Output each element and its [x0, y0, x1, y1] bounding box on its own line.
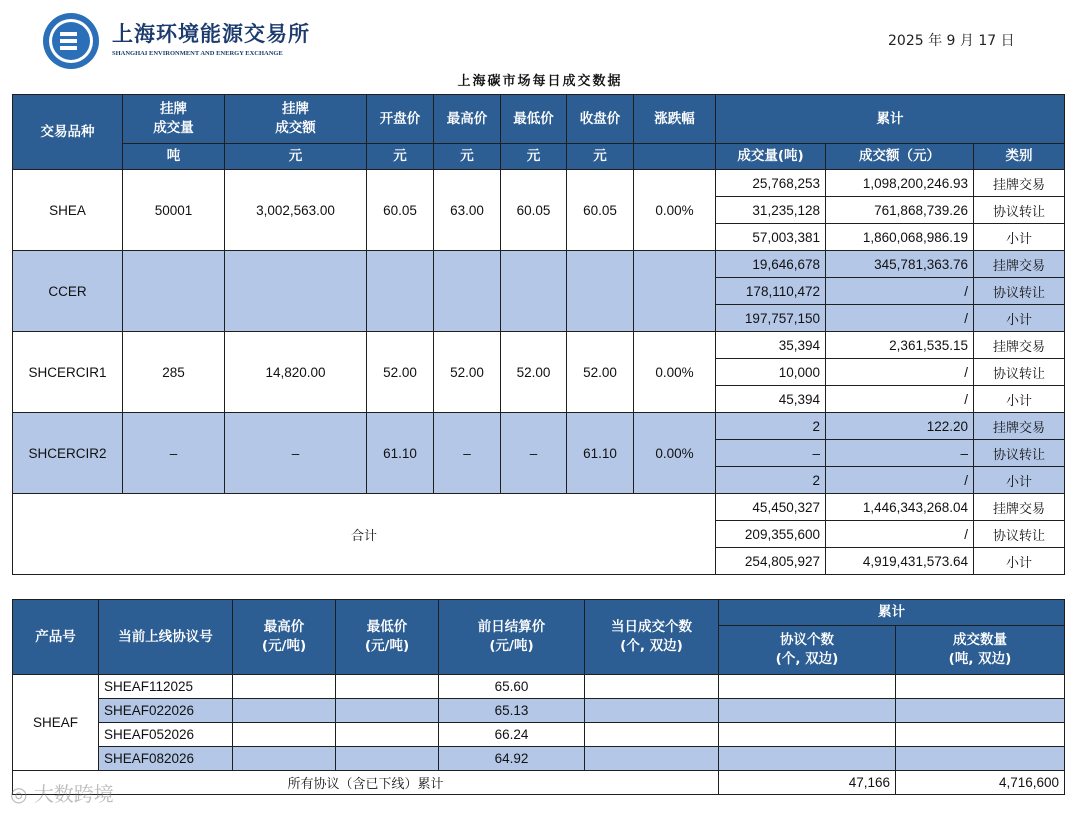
- cum-type-cell: 挂牌交易: [974, 494, 1065, 521]
- cum-volume-cell: 57,003,381: [716, 224, 826, 251]
- header-cum-type: 类别: [974, 144, 1065, 170]
- cum-amount-cell: –: [826, 440, 974, 467]
- cum-amount-cell: 1,446,343,268.04: [826, 494, 974, 521]
- cum-type-cell: 挂牌交易: [974, 413, 1065, 440]
- deals-cell: [585, 723, 719, 747]
- settle-cell: 65.60: [439, 675, 585, 699]
- cum-type-cell: 协议转让: [974, 440, 1065, 467]
- cum-amount-cell: 2,361,535.15: [826, 332, 974, 359]
- high-cell: [233, 699, 336, 723]
- header-cum-volume: 成交数量 (吨, 双边): [896, 626, 1065, 675]
- close-cell: 60.05: [567, 170, 634, 251]
- product-cell: SHEA: [13, 170, 123, 251]
- cum-volume-cell: 25,768,253: [716, 170, 826, 197]
- product-code-cell: SHEAF: [13, 675, 99, 771]
- cum-amount-cell: 1,860,068,986.19: [826, 224, 974, 251]
- listed-amount-cell: 14,820.00: [225, 332, 367, 413]
- low-cell: [336, 699, 439, 723]
- table-row: [13, 723, 1065, 747]
- page-title: 上海碳市场每日成交数据: [457, 74, 623, 89]
- table-row: [13, 747, 1065, 771]
- header-high: 最高价: [434, 95, 501, 144]
- header-high: 最高价 (元/吨): [233, 600, 336, 675]
- cum-contracts-cell: [719, 747, 896, 771]
- cum-volume-cell: [896, 723, 1065, 747]
- unit-open: 元: [367, 144, 434, 170]
- open-cell: 52.00: [367, 332, 434, 413]
- watermark-text: 大数跨境: [33, 782, 114, 806]
- cum-volume-cell: 197,757,150: [716, 305, 826, 332]
- open-cell: 61.10: [367, 413, 434, 494]
- cum-amount-cell: 122.20: [826, 413, 974, 440]
- high-cell: [233, 747, 336, 771]
- header-low: 最低价: [501, 95, 567, 144]
- open-cell: [367, 251, 434, 332]
- unit-high: 元: [434, 144, 501, 170]
- cum-type-cell: 小计: [974, 386, 1065, 413]
- table-row: [13, 251, 1065, 278]
- low-cell: 52.00: [501, 332, 567, 413]
- cum-volume-cell: 178,110,472: [716, 278, 826, 305]
- cum-amount-cell: /: [826, 359, 974, 386]
- header-low: 最低价 (元/吨): [336, 600, 439, 675]
- cum-volume-cell: 2: [716, 467, 826, 494]
- product-cell: SHCERCIR1: [13, 332, 123, 413]
- cum-volume-cell: –: [716, 440, 826, 467]
- change-cell: 0.00%: [634, 170, 716, 251]
- header-listed-volume: 挂牌 成交量: [123, 95, 225, 144]
- cum-volume-cell: 209,355,600: [716, 521, 826, 548]
- table-row: [13, 413, 1065, 440]
- header-listed-amount: 挂牌 成交额: [225, 95, 367, 144]
- org-name-cn: 上海环境能源交易所: [112, 21, 310, 46]
- header-settle: 前日结算价 (元/吨): [439, 600, 585, 675]
- cum-type-cell: 协议转让: [974, 197, 1065, 224]
- unit-volume: 吨: [123, 144, 225, 170]
- table-row: [13, 699, 1065, 723]
- header-open: 开盘价: [367, 95, 434, 144]
- high-cell: [233, 723, 336, 747]
- header-close: 收盘价: [567, 95, 634, 144]
- cum-type-cell: 协议转让: [974, 278, 1065, 305]
- close-cell: 61.10: [567, 413, 634, 494]
- cum-contracts-cell: [719, 675, 896, 699]
- cum-volume-cell: 35,394: [716, 332, 826, 359]
- cum-amount-cell: 345,781,363.76: [826, 251, 974, 278]
- table-row: [13, 675, 1065, 699]
- watermark-logo-icon: ◎: [10, 782, 34, 806]
- settle-cell: 66.24: [439, 723, 585, 747]
- high-cell: –: [434, 413, 501, 494]
- table-row: [13, 170, 1065, 197]
- high-cell: 52.00: [434, 332, 501, 413]
- forward-contract-table: [12, 599, 1065, 795]
- contract-cell: SHEAF082026: [99, 747, 233, 771]
- listed-volume-cell: –: [123, 413, 225, 494]
- listed-volume-cell: [123, 251, 225, 332]
- header-contract: 当前上线协议号: [99, 600, 233, 675]
- unit-amount: 元: [225, 144, 367, 170]
- cum-type-cell: 小计: [974, 548, 1065, 575]
- unit-close: 元: [567, 144, 634, 170]
- cum-volume-cell: [896, 675, 1065, 699]
- cum-type-cell: 挂牌交易: [974, 170, 1065, 197]
- header-cum-volume: 成交量(吨): [716, 144, 826, 170]
- settle-cell: 64.92: [439, 747, 585, 771]
- low-cell: [336, 675, 439, 699]
- cum-volume-cell: [896, 699, 1065, 723]
- cum-amount-cell: /: [826, 386, 974, 413]
- high-cell: [434, 251, 501, 332]
- exchange-emblem-icon: [42, 12, 100, 70]
- report-date: 2025 年 9 月 17 日: [888, 33, 1015, 49]
- listed-volume-cell: 50001: [123, 170, 225, 251]
- low-cell: [336, 723, 439, 747]
- open-cell: 60.05: [367, 170, 434, 251]
- header-change: 涨跌幅: [634, 95, 716, 144]
- watermark: [10, 778, 114, 807]
- header-cum-contracts: 协议个数 (个, 双边): [719, 626, 896, 675]
- header-product-code: 产品号: [13, 600, 99, 675]
- forward-total-label: 所有协议（含已下线）累计: [13, 771, 719, 795]
- cum-volume-total: 4,716,600: [896, 771, 1065, 795]
- header-product: 交易品种: [13, 95, 123, 170]
- unit-change: [634, 144, 716, 170]
- close-cell: [567, 251, 634, 332]
- cum-volume-cell: 2: [716, 413, 826, 440]
- cum-volume-cell: 31,235,128: [716, 197, 826, 224]
- header-cumulative: 累计: [716, 95, 1065, 144]
- header-cum-amount: 成交额（元）: [826, 144, 974, 170]
- cum-contracts-total: 47,166: [719, 771, 896, 795]
- deals-cell: [585, 699, 719, 723]
- cum-type-cell: 挂牌交易: [974, 251, 1065, 278]
- high-cell: 63.00: [434, 170, 501, 251]
- cum-volume-cell: 45,450,327: [716, 494, 826, 521]
- total-row: [13, 771, 1065, 795]
- contract-cell: SHEAF022026: [99, 699, 233, 723]
- high-cell: [233, 675, 336, 699]
- cum-contracts-cell: [719, 699, 896, 723]
- cum-amount-cell: 1,098,200,246.93: [826, 170, 974, 197]
- product-cell: SHCERCIR2: [13, 413, 123, 494]
- cum-volume-cell: 19,646,678: [716, 251, 826, 278]
- low-cell: –: [501, 413, 567, 494]
- cum-type-cell: 协议转让: [974, 521, 1065, 548]
- change-cell: 0.00%: [634, 413, 716, 494]
- low-cell: 60.05: [501, 170, 567, 251]
- header-deals: 当日成交个数 (个, 双边): [585, 600, 719, 675]
- listed-amount-cell: [225, 251, 367, 332]
- low-cell: [501, 251, 567, 332]
- unit-low: 元: [501, 144, 567, 170]
- cum-volume-cell: [896, 747, 1065, 771]
- contract-cell: SHEAF052026: [99, 723, 233, 747]
- cum-type-cell: 小计: [974, 305, 1065, 332]
- cum-volume-cell: 254,805,927: [716, 548, 826, 575]
- cum-amount-cell: /: [826, 278, 974, 305]
- cum-amount-cell: 761,868,739.26: [826, 197, 974, 224]
- cum-type-cell: 挂牌交易: [974, 332, 1065, 359]
- table-row: [13, 332, 1065, 359]
- contract-cell: SHEAF112025: [99, 675, 233, 699]
- cum-type-cell: 小计: [974, 467, 1065, 494]
- change-cell: 0.00%: [634, 332, 716, 413]
- change-cell: [634, 251, 716, 332]
- org-name-en: SHANGHAI ENVIRONMENT AND ENERGY EXCHANGE: [112, 50, 283, 57]
- total-label: 合计: [13, 494, 716, 575]
- product-cell: CCER: [13, 251, 123, 332]
- deals-cell: [585, 675, 719, 699]
- listed-amount-cell: –: [225, 413, 367, 494]
- cum-volume-cell: 10,000: [716, 359, 826, 386]
- cum-amount-cell: /: [826, 521, 974, 548]
- cum-volume-cell: 45,394: [716, 386, 826, 413]
- cum-amount-cell: /: [826, 305, 974, 332]
- cum-type-cell: 小计: [974, 224, 1065, 251]
- settle-cell: 65.13: [439, 699, 585, 723]
- listed-amount-cell: 3,002,563.00: [225, 170, 367, 251]
- cum-amount-cell: 4,919,431,573.64: [826, 548, 974, 575]
- total-row: [13, 494, 1065, 521]
- cum-type-cell: 协议转让: [974, 359, 1065, 386]
- listed-volume-cell: 285: [123, 332, 225, 413]
- header-cumulative: 累计: [719, 600, 1065, 626]
- low-cell: [336, 747, 439, 771]
- close-cell: 52.00: [567, 332, 634, 413]
- cum-amount-cell: /: [826, 467, 974, 494]
- cum-contracts-cell: [719, 723, 896, 747]
- daily-trading-table: [12, 94, 1065, 575]
- deals-cell: [585, 747, 719, 771]
